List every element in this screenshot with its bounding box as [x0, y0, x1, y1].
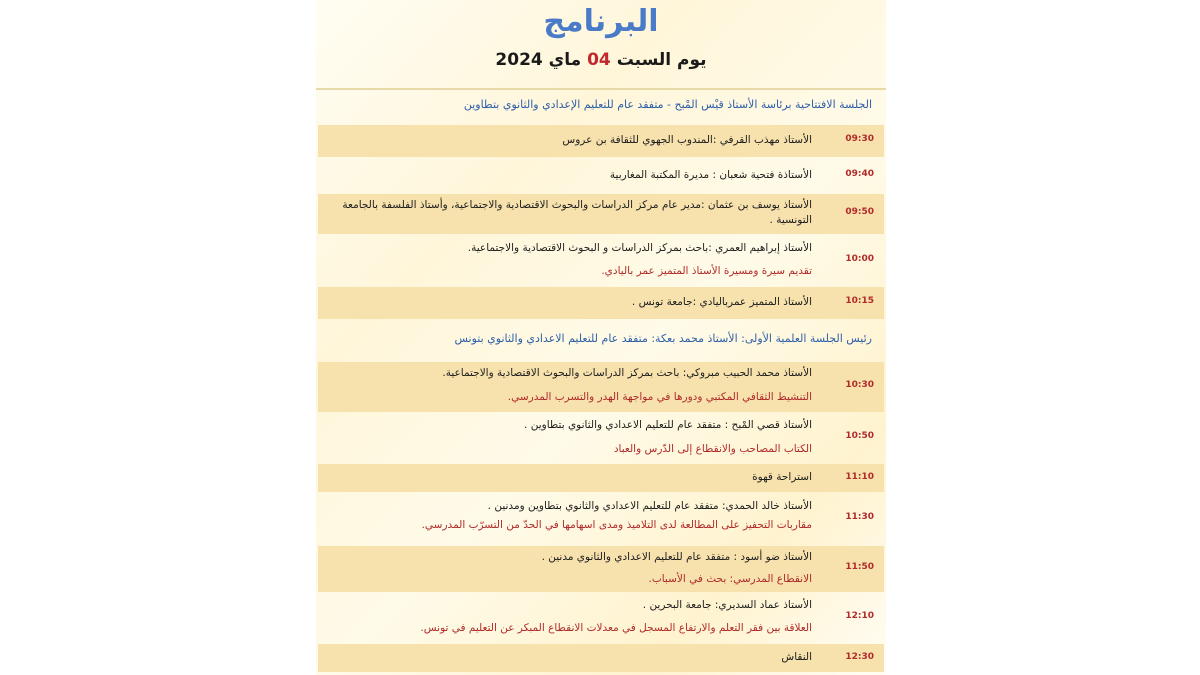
row-text: الأستاذ خالد الحمدي: متفقد عام للتعليم الاعدادي والثانوي بتطاوين ومدنين . — [487, 500, 812, 512]
date-day: 04 — [587, 50, 611, 70]
row-time: 09:40 — [845, 169, 874, 179]
row-topic: الانقطاع المدرسي: بحث في الأسباب. — [648, 573, 812, 585]
date-prefix: يوم السبت — [616, 50, 707, 70]
date-rest: ماي 2024 — [495, 50, 582, 70]
row-topic: التنشيط الثقافي المكتبي ودورها في مواجهة الهدر والتسرب المدرسي. — [507, 391, 812, 403]
schedule-row — [318, 416, 884, 460]
row-text: الأستاذ محمد الحبيب مبروكي: باحث بمركز الدراسات والبحوث الاقتصادية والاجتماعية. — [442, 367, 812, 379]
divider — [316, 88, 886, 90]
row-time: 09:50 — [845, 207, 874, 217]
row-text: النقاش — [781, 651, 812, 663]
schedule-row — [318, 125, 884, 157]
program-date — [316, 50, 886, 70]
row-time: 10:50 — [845, 431, 874, 441]
row-text: الأستاذ قصي المْبح : متفقد عام للتعليم الاعدادي والثانوي بتطاوين . — [524, 419, 812, 431]
row-text: الأستاذ ضو أسود : متفقد عام للتعليم الاعدادي والثانوي مدنين . — [541, 551, 812, 563]
first-session-heading: رئيس الجلسة العلمية الأولى: الأستاذ محمد بعكة: متفقد عام للتعليم الاعدادي والثانوي بتونس — [454, 332, 872, 345]
row-text: الأستاذ إبراهيم العمري :باحث بمركز الدراسات و البحوث الاقتصادية والاجتماعية. — [467, 242, 812, 254]
row-text: الأستاذ يوسف بن عثمان :مدير عام مركز الدراسات والبحوث الاقتصادية والاجتماعية، وأستاذ الفلسفة بالجامعة التونسية . — [342, 199, 812, 226]
schedule-row — [318, 596, 884, 640]
row-time: 10:15 — [845, 296, 874, 306]
program-title: البرنامج — [543, 4, 659, 39]
row-text: الأستاذ مهذب القرفي :المندوب الجهوي للثقافة بن عروس — [562, 134, 812, 146]
schedule-row — [318, 194, 884, 234]
schedule-row — [318, 644, 884, 672]
row-time: 11:10 — [845, 472, 874, 482]
schedule-row — [318, 546, 884, 592]
row-text: الأستاذ المتميز عمرباليادي :جامعة تونس . — [631, 296, 812, 308]
row-topic: العلاقة بين فقر التعلم والارتفاع المسجل في معدلات الانقطاع المبكر عن التعليم في تونس. — [420, 622, 812, 634]
row-text: الأستاذ عماد السديري: جامعة البحرين . — [642, 599, 812, 611]
row-text: استراحة قهوة — [752, 471, 812, 483]
row-topic: تقديم سيرة ومسيرة الأستاذ المتميز عمر باليادي. — [601, 265, 812, 277]
row-text: الأستاذة فتحية شعبان : مديرة المكتبة المغاربية — [609, 169, 812, 181]
schedule-row — [318, 287, 884, 319]
row-topic: الكتاب المصاحب والانقطاع إلى الدّرس والعباد — [613, 443, 812, 455]
row-time: 09:30 — [845, 134, 874, 144]
row-time: 10:00 — [845, 254, 874, 264]
row-time: 12:10 — [845, 611, 874, 621]
program-page — [316, 0, 886, 675]
row-time: 12:30 — [845, 652, 874, 662]
opening-session-heading: الجلسة الافتتاحية برئاسة الأستاذ قيْس المْبح - متفقد عام للتعليم الإعدادي والثانوي بتطاوين — [463, 98, 872, 111]
row-time: 10:30 — [845, 380, 874, 390]
row-time: 11:50 — [845, 562, 874, 572]
schedule-row — [318, 160, 884, 190]
schedule-row — [318, 238, 884, 284]
schedule-row — [318, 496, 884, 542]
row-topic: مقاربات التحفيز على المطالعة لدى التلاميذ ومدى اسهامها في الحدّ من التسرّب المدرسي. — [421, 519, 812, 531]
row-time: 11:30 — [845, 512, 874, 522]
schedule-row — [318, 362, 884, 412]
schedule-row — [318, 464, 884, 492]
